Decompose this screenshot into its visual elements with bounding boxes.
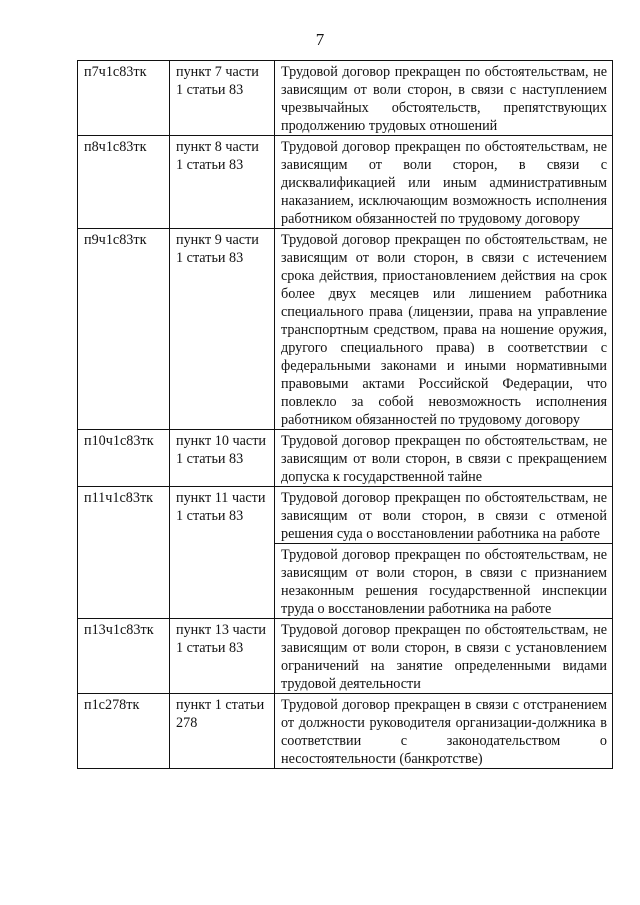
table-row	[78, 136, 613, 229]
termination-codes-table	[77, 60, 613, 769]
description-cell: Трудовой договор прекращен по обстоятельствам, не зависящим от воли сторон, в связи с дисквалификацией или иным административным наказанием, исключающим возможность исполнения работником обязанностей по трудовому договору	[275, 136, 613, 229]
table-row	[78, 694, 613, 769]
code-cell: п10ч1с83тк	[78, 430, 170, 487]
description-cell: Трудовой договор прекращен по обстоятельствам, не зависящим от воли сторон, в связи с истечением срока действия, приостановлением действия на срок более двух месяцев или лишением работника специального права (лицензии, права на управление транспортным средством, права на ношение оружия, другого специального права) в соответствии с федеральными законами и иными нормативными правовыми актами Российской Федерации, что повлекло за собой невозможность исполнения работником обязанностей по трудовому договору	[275, 229, 613, 430]
article-reference-cell: пункт 11 части 1 статьи 83	[170, 487, 275, 619]
description-cell: Трудовой договор прекращен по обстоятельствам, не зависящим от воли сторон, в связи с признанием незаконным решения государственной инспекции труда о восстановлении работника на работе	[275, 544, 613, 619]
code-cell: п9ч1с83тк	[78, 229, 170, 430]
page-number: 7	[315, 30, 325, 49]
description-cell: Трудовой договор прекращен по обстоятельствам, не зависящим от воли сторон, в связи с установлением ограничений на занятие определенными видами трудовой деятельности	[275, 619, 613, 694]
article-reference-cell: пункт 13 части 1 статьи 83	[170, 619, 275, 694]
code-cell: п13ч1с83тк	[78, 619, 170, 694]
code-cell: п8ч1с83тк	[78, 136, 170, 229]
article-reference-cell: пункт 1 статьи 278	[170, 694, 275, 769]
table-row	[78, 619, 613, 694]
article-reference-cell: пункт 7 части 1 статьи 83	[170, 61, 275, 136]
description-cell: Трудовой договор прекращен по обстоятельствам, не зависящим от воли сторон, в связи с прекращением допуска к государственной тайне	[275, 430, 613, 487]
code-cell: п7ч1с83тк	[78, 61, 170, 136]
article-reference-cell: пункт 9 части 1 статьи 83	[170, 229, 275, 430]
code-cell: п1с278тк	[78, 694, 170, 769]
table-row	[78, 487, 613, 544]
table-row	[78, 61, 613, 136]
article-reference-cell: пункт 10 части 1 статьи 83	[170, 430, 275, 487]
table-row	[78, 430, 613, 487]
description-cell: Трудовой договор прекращен по обстоятельствам, не зависящим от воли сторон, в связи с отменой решения суда о восстановлении работника на работе	[275, 487, 613, 544]
table-row	[78, 229, 613, 430]
article-reference-cell: пункт 8 части 1 статьи 83	[170, 136, 275, 229]
description-cell: Трудовой договор прекращен по обстоятельствам, не зависящим от воли сторон, в связи с наступлением чрезвычайных обстоятельств, препятствующих продолжению трудовых отношений	[275, 61, 613, 136]
code-cell: п11ч1с83тк	[78, 487, 170, 619]
description-cell: Трудовой договор прекращен в связи с отстранением от должности руководителя организации-должника в соответствии с законодательством о несостоятельности (банкротстве)	[275, 694, 613, 769]
